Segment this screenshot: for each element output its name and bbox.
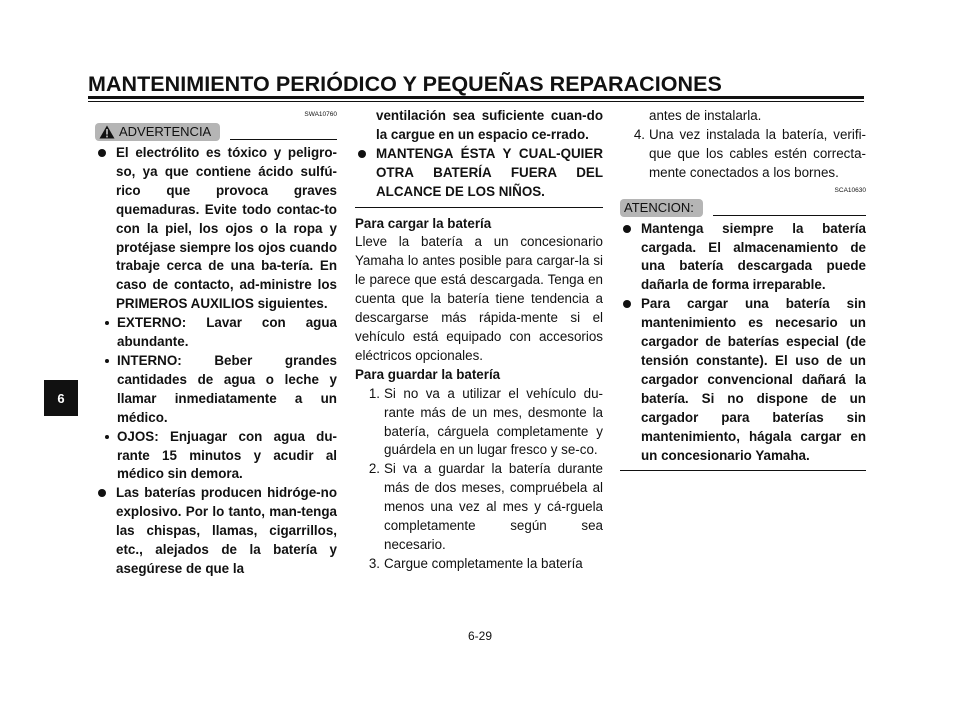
list-number: 2. [368, 461, 380, 477]
sub-bullet-icon [105, 359, 109, 363]
warning-triangle-icon [99, 125, 115, 139]
title-rule-thick [88, 96, 864, 99]
warning-code: SWA10760 [304, 111, 337, 118]
list-item-3 [355, 555, 603, 574]
list-number: 4. [633, 126, 645, 142]
column-2 [355, 107, 603, 574]
caution-bullet-charger [620, 295, 866, 465]
list-text: antes de instalarla. [649, 108, 762, 123]
section-heading-store: Para guardar la batería [355, 366, 501, 382]
caution-end-rule [620, 470, 866, 471]
list-number-spacer [620, 107, 649, 126]
page-title: MANTENIMIENTO PERIÓDICO Y PEQUEÑAS REPARACIONES [88, 72, 722, 96]
caution-header-rule [713, 215, 866, 216]
sub-bullet-icon [105, 435, 109, 439]
bullet-text: MANTENGA ÉSTA Y CUAL-QUIER OTRA BATERÍA FUERA DEL ALCANCE DE LOS NIÑOS. [376, 145, 603, 199]
first-aid-eyes [95, 428, 337, 485]
chapter-tab: 6 [44, 380, 78, 416]
list-number: 1. [368, 385, 380, 401]
warning-bullet-children [355, 145, 603, 202]
warning-bullet-hydrogen [95, 484, 337, 579]
sub-bullet-text: INTERNO: Beber grandes cantidades de agua o leche y llamar inmediatamente a un médico. [117, 352, 337, 425]
list-text: Una vez instalada la batería, verifi-que que los cables estén correcta-mente conectados a los bornes. [649, 126, 866, 180]
list-text: Si va a guardar la batería durante más de dos meses, compruébela al menos una vez al mes y cá-rguela completamente según sea necesario. [384, 461, 603, 552]
page-number: 6-29 [467, 629, 493, 643]
warning-label [95, 123, 220, 141]
sub-bullet-text: OJOS: Enjuagar con agua du-rante 15 minutos y acudir al médico sin demora. [117, 428, 337, 482]
caution-label: ATENCION: [620, 199, 703, 217]
bullet-text: El electrólito es tóxico y peligro-so, ya que contiene ácido sulfú-rico que provoca graves quemaduras. Evite todo contac-to con la piel, los ojos o la ropa y protéjase siempre los ojos cuando trabaje cerca de una ba-tería. En caso de contacto, ad-ministre los PRIMEROS AUXILIOS siguientes. [116, 145, 337, 312]
caution-header [620, 197, 866, 217]
caution-code: SCA10630 [834, 186, 866, 194]
paragraph-charge: Lleve la batería a un concesionario Yamaha lo antes posible para cargar-la si le parece que está descargada. Tenga en cuenta que la batería tiene tendencia a descargarse más rápida-mente si el vehículo está equipado con accesorios eléctricos opcionales. [355, 234, 603, 363]
list-text: Si no va a utilizar el vehículo du-rante más de un mes, desmonte la batería, cárguela completamente y guárdela en un lugar fresco y se-co. [384, 385, 603, 458]
list-item-2 [355, 460, 603, 555]
column-3 [620, 107, 866, 478]
caution-bullet-keep-charged [620, 220, 866, 296]
list-item-1 [355, 385, 603, 461]
bullet-text: Mantenga siempre la batería cargada. El almacenamiento de una batería descargada puede dañarla de forma irreparable. [641, 220, 866, 293]
bullet-icon [623, 225, 631, 233]
warning-end-rule [355, 207, 603, 208]
section-heading-charge: Para cargar la batería [355, 215, 492, 231]
list-text: Cargue completamente la batería [384, 555, 583, 571]
sub-bullet-icon [105, 321, 109, 325]
list-item-3-continuation [620, 107, 866, 126]
column-1 [95, 107, 337, 579]
warning-continuation: ventilación sea suficiente cuan-do la cargue en un espacio ce-rrado. [376, 108, 603, 142]
warning-header [95, 121, 337, 141]
list-item-4 [620, 126, 866, 183]
title-rule-thin [88, 101, 864, 102]
bullet-icon [623, 300, 631, 308]
warning-label-text: ADVERTENCIA [119, 124, 212, 139]
first-aid-external [95, 314, 337, 352]
bullet-icon [98, 489, 106, 497]
sub-bullet-text: EXTERNO: Lavar con agua abundante. [117, 315, 337, 350]
list-number: 3. [368, 555, 380, 571]
warning-bullet-electrolyte [95, 144, 337, 314]
bullet-text: Para cargar una batería sin mantenimiento es necesario un cargador de baterías especial (de tensión constante). El uso de un cargador convencional dañará la batería. Si no dispone de un cargador para baterías sin mantenimiento, hágala cargar en un concesionario Yamaha. [641, 296, 866, 463]
warning-header-rule [230, 139, 337, 140]
bullet-text: Las baterías producen hidróge-no explosivo. Por lo tanto, man-tenga las chispas, llamas, cigarrillos, etc., alejados de la batería y asegúrese de que la [116, 485, 337, 576]
first-aid-internal [95, 352, 337, 428]
bullet-icon [358, 150, 366, 158]
bullet-icon [98, 149, 106, 157]
